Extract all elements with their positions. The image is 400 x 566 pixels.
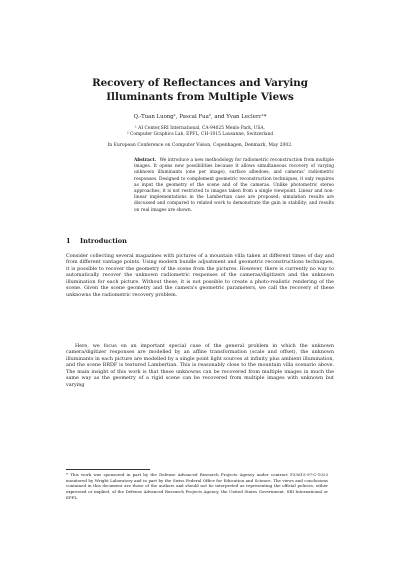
- affiliation-1: ¹ AI Center,SRI International, CA-94025 Menlo Park, USA,: [135, 126, 265, 131]
- section-number: 1: [66, 237, 71, 245]
- section-heading: [66, 237, 334, 246]
- abstract-text: We introduce a new methodology for radiometric reconstruction from multiple images. It opens new possibilities because it allows simultaneous recovery of varying unknown illuminants (one per image), surface albedoes, and cameras' radiometric responses. Designed to complement geometric reconstruction techniques, it only requires as input the geometry of the scene and of the cameras. Unlike photometric stereo approaches, it is not restricted to images taken from a single viewpoint. Linear and non-linear implementations in the Lambertian case are proposed; simulation results are discussed and compared to related work to demonstrate the gain in stability; and results on real images are shown.: [134, 158, 334, 213]
- affiliation-2: ² Computer Graphics Lab, EPFL, CH-1015 Lausanne, Switzerland: [126, 132, 274, 137]
- abstract: [134, 158, 334, 214]
- body-paragraph-2: Here, we focus on an important special case of the general problem in which the unknown camera/digitizer responses are modelled by an affine transformation (scale and offset), the unknown illuminants in each picture are modelled by a single point light sources at infinity plus ambient illumination, and the scene BRDF is textured Lambertian. This is reasonably close to the mountain villa scenario above. The main insight of this work is that these unknowns can be recovered from multiple images in much the same way as the geometry of a rigid scene can be recovered from multiple images with unknown but varying: [66, 343, 334, 388]
- affiliations: [80, 126, 320, 138]
- abstract-label: Abstract.: [134, 158, 157, 163]
- body-paragraph-1: Consider collecting several magazines with pictures of a mountain villa taken at different times of day and from different vantage points. Using modern bundle adjustment and geometric reconstructions techniques, it is possible to recover the geometry of the scene from the pictures. However, there is currently no way to automatically recover the unknown radiometric responses of the cameras/digitizers and the unknown illumination for each picture. Without these, it is not possible to create a photo-realistic rendering of the scene. Given the scene geometry and the camera's geometric parameters, we call the recovery of these unknowns the radiometric recovery problem.: [66, 253, 334, 298]
- paper-title: Recovery of Reflectances and Varying Illuminants from Multiple Views: [92, 77, 308, 103]
- footnote-divider: [66, 469, 150, 470]
- author-list: Q.-Tuan Luong¹, Pascal Fua², and Yvan Leclerc¹*: [133, 114, 267, 120]
- section-title: Introduction: [80, 237, 127, 245]
- footnote: * This work was sponsored in part by the Defense Advanced Research Projects Agency under contract F33615-97-C-1023 monitored by Wright Laboratory and in part by the Swiss Federal Office for Education and Science. The views and conclusions contained in this document are those of the authors and should not be interpreted as representing the official policies, either expressed or implied, of the Defense Advanced Research Projects Agency, the United States Government, SRI International or EPFL.: [66, 472, 328, 500]
- publication-venue: In European Conference on Computer Vision, Copenhagen, Denmark, May 2002.: [107, 143, 293, 148]
